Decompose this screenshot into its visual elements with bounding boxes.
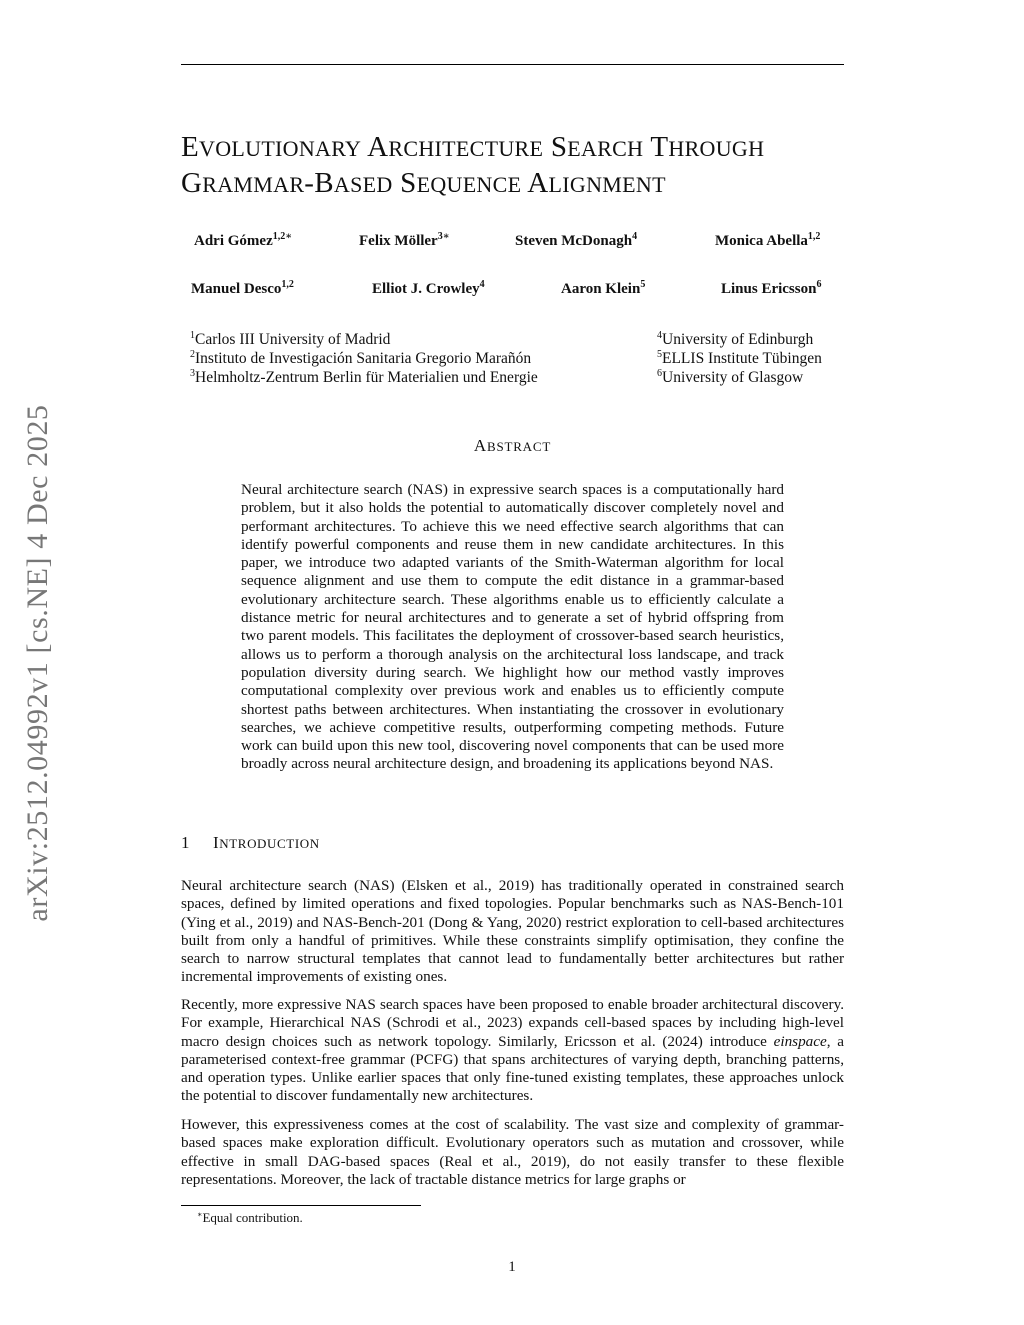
page-number: 1 — [508, 1259, 516, 1275]
footnote-rule — [181, 1205, 421, 1206]
affiliation: $^1$Carlos III University of Madrid — [190, 330, 391, 348]
affiliation: $^4$University of Edinburgh — [657, 330, 814, 348]
title-line-2: GRAMMAR-BASED SEQUENCE ALIGNMENT — [181, 167, 666, 199]
author: Felix Möller$^{3∗}$ — [359, 231, 450, 249]
affiliation: $^6$University of Glasgow — [657, 368, 804, 386]
abstract-text: Neural architecture search (NAS) in expressive search spaces is a computationally hard problem, but it also holds the potential to automatically discover completely novel and performant architectures. To achieve this we need effective search algorithms that can identify powerful components and reuse them in new candidate architectures. In this paper, we introduce two adapted variants of the Smith-Waterman algorithm for local sequence alignment and use them to compute the edit distance in a grammar-based evolutionary architecture search. These algorithms enable us to efficiently calculate a distance metric for neural architectures and to generate a set of hybrid offspring from two parent models. This facilitates the deployment of crossover-based search heuristics, allows us to perform a thorough analysis on the architectural loss landscape, and track population diversity during search. We highlight how our method vastly improves computational complexity over previous work and enables us to efficiently compute shortest paths between architectures. When instantiating the crossover in evolutionary searches, we achieve competitive results, outperforming competing methods. Future work can build upon this new tool, discovering novel components that can be used more broadly across neural architecture design, and broadening its applications beyond NAS. — [241, 481, 784, 773]
intro-paragraph-2: Recently, more expressive NAS search spaces have been proposed to enable broader architectural discovery. For example, Hierarchical NAS (Schrodi et al., 2023) expands cell-based spaces by including high-level macro design choices such as network topology. Similarly, Ericsson et al. (2024) introduce einspace, a parameterised context-free grammar (PCFG) that spans architectures of varying depth, branching patterns, and operation types. Unlike earlier spaces that only fine-tuned existing templates, these approaches unlock the potential to discover fundamentally new architectures. — [181, 996, 844, 1105]
intro-paragraph-3: However, this expressiveness comes at the cost of scalability. The vast size and complexity of grammar-based spaces make exploration difficult. Evolutionary operators such as mutation and crossover, while effective in small DAG-based spaces (Real et al., 2019), do not easily transfer to these flexible representations. Moreover, the lack of tractable distance metrics for large graphs or — [181, 1116, 844, 1188]
author: Elliot J. Crowley$^4$ — [372, 279, 485, 297]
author: Steven McDonagh$^4$ — [515, 231, 638, 249]
affiliation: $^5$ELLIS Institute Tübingen — [657, 349, 822, 367]
arxiv-stamp: arXiv:2512.04992v1 [cs.NE] 4 Dec 2025 — [21, 404, 54, 922]
author: Monica Abella$^{1,2}$ — [715, 231, 821, 249]
paper-title — [181, 130, 861, 202]
affiliation: $^2$Instituto de Investigación Sanitaria Gregorio Marañón — [190, 349, 532, 367]
author: Linus Ericsson$^6$ — [721, 279, 822, 297]
affiliation: $^3$Helmholtz-Zentrum Berlin für Materialien und Energie — [190, 368, 538, 386]
author: Aaron Klein$^5$ — [561, 279, 646, 297]
author: Adri Gómez$^{1,2∗}$ — [194, 231, 293, 249]
section-heading: 1 INTRODUCTION — [181, 833, 320, 852]
author: Manuel Desco$^{1,2}$ — [191, 279, 294, 297]
abstract-heading: ABSTRACT — [473, 436, 552, 455]
intro-paragraph-1: Neural architecture search (NAS) (Elsken et al., 2019) has traditionally operated in constrained search spaces, defined by limited operations and fixed topologies. Popular benchmarks such as NAS-Bench-101 (Ying et al., 2019) and NAS-Bench-201 (Dong & Yang, 2020) restrict exploration to cell-based architectures built from only a handful of primitives. While these constraints simplify optimisation, they confine the search to narrow structural templates that cannot lead to fundamentally better architectures but rather incremental improvements of existing ones. — [181, 877, 844, 986]
footnote: ∗Equal contribution. — [197, 1210, 303, 1225]
title-line-1: EVOLUTIONARY ARCHITECTURE SEARCH THROUGH — [181, 131, 765, 163]
top-rule — [181, 64, 844, 65]
